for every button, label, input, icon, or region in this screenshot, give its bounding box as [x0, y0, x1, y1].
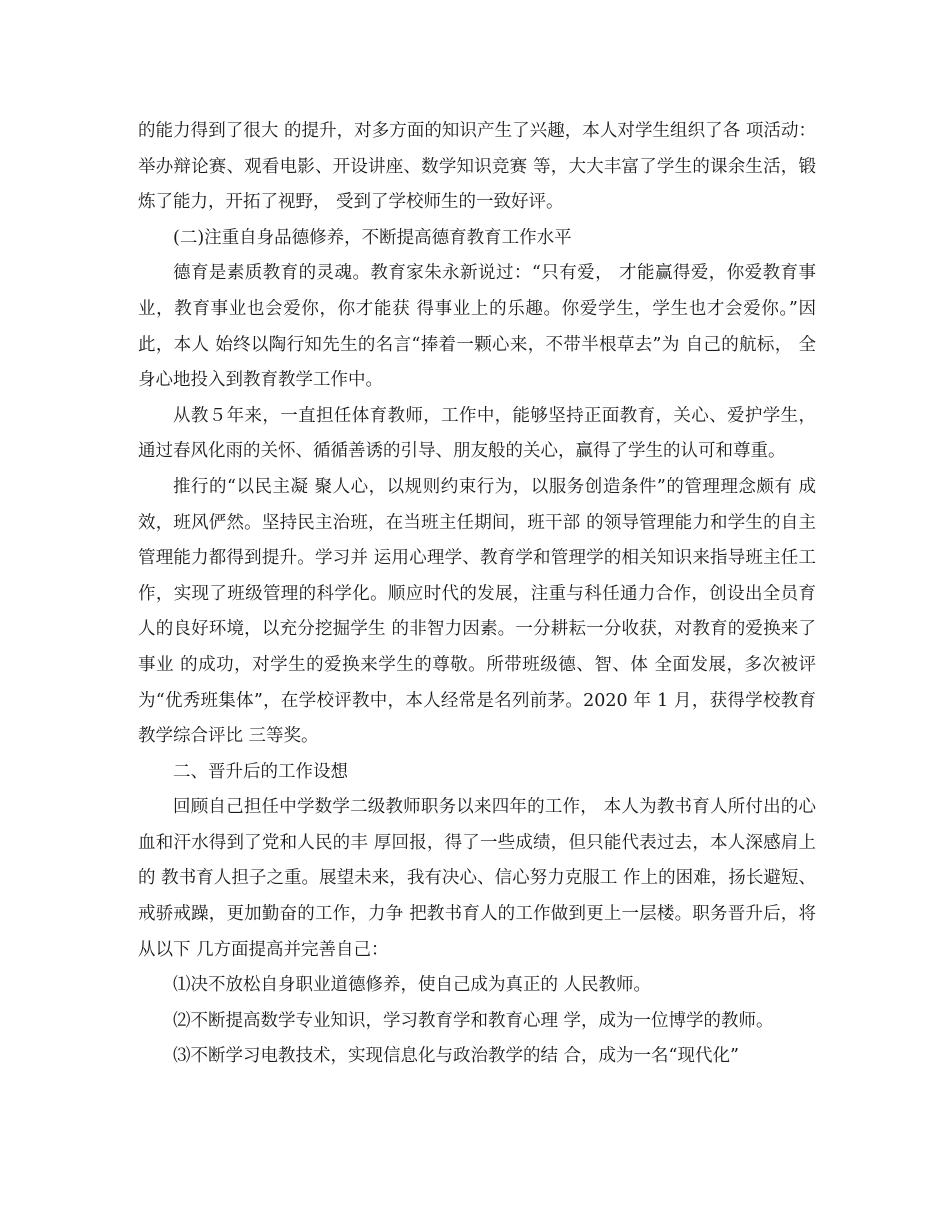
paragraph-ability-improvement: 的能力得到了很大 的提升，对多方面的知识产生了兴趣，本人对学生组织了各 项活动：举办辩论赛、观看电影、开设讲座、数学知识竞赛 等，大大丰富了学生的课余生活，锻炼了能力，开拓了视野， 受到了学校师生的一致好评。 — [138, 121, 816, 213]
list-item-1: ⑴决不放松自身职业道德修养，使自己成为真正的 人民教师。 — [173, 975, 652, 996]
paragraph-class-management: 推行的“以民主凝 聚人心，以规则约束行为，以服务创造条件”的管理理念颇有 成效，班风俨然。坚持民主治班，在当班主任期间，班干部 的领导管理能力和学生的自主管理能力都得到提升。学习并 运用心理学、教育学和管理学的相关知识来指导班主任工 作，实现了班级管理的科学化。顺应时代的发展，注重与科任通力合作，创设出全员育人的良好环境，以充分挖掘学生 的非智力因素。一分耕耘一分收获，对教育的爱换来了事业 的成功，对学生的爱换来学生的尊敬。所带班级德、智、体 全面发展，多次被评为“优秀班集体”，在学校评教中，本人经常是名列前茅。2020 年 1 月，获得学校教育教学综合评比 三等奖。 — [138, 476, 816, 747]
list-item-2: ⑵不断提高数学专业知识，学习教育学和教育心理 学，成为一位博学的教师。 — [173, 1010, 774, 1031]
list-item-3: ⑶不断学习电教技术，实现信息化与政治教学的结 合，成为一名“现代化” — [173, 1046, 739, 1067]
document-page — [138, 114, 816, 1075]
heading-work-plan: 二、晋升后的工作设想 — [173, 761, 348, 782]
heading-moral-cultivation: (二)注重自身品德修养，不断提高德育教育工作水平 — [173, 227, 572, 248]
paragraph-teaching-experience: 从教５年来，一直担任体育教师，工作中，能够坚持正面教育，关心、爱护学生，通过春风化雨的关怀、循循善诱的引导、朋友般的关心，赢得了学生的认可和尊重。 — [138, 405, 816, 462]
paragraph-review-and-outlook: 回顾自己担任中学数学二级教师职务以来四年的工作， 本人为教书育人所付出的心血和汗水得到了党和人民的丰 厚回报，得了一些成绩，但只能代表过去，本人深感肩上的 教书育人担子之重。展望未来，我有决心、信心努力克服工 作上的困难，扬长避短、戒骄戒躁，更加勤奋的工作，力争 把教书育人的工作做到更上一层楼。职务晋升后，将从以下 几方面提高并完善自己： — [138, 797, 816, 960]
paragraph-moral-education: 德育是素质教育的灵魂。教育家朱永新说过：“只有爱， 才能赢得爱，你爱教育事业，教育事业也会爱你，你才能获 得事业上的乐趣。你爱学生，学生也才会爱你。”因此，本人 始终以陶行知先生的名言“捧着一颗心来，不带半根草去”为 自己的航标， 全身心地投入到教育教学工作中。 — [138, 263, 816, 391]
